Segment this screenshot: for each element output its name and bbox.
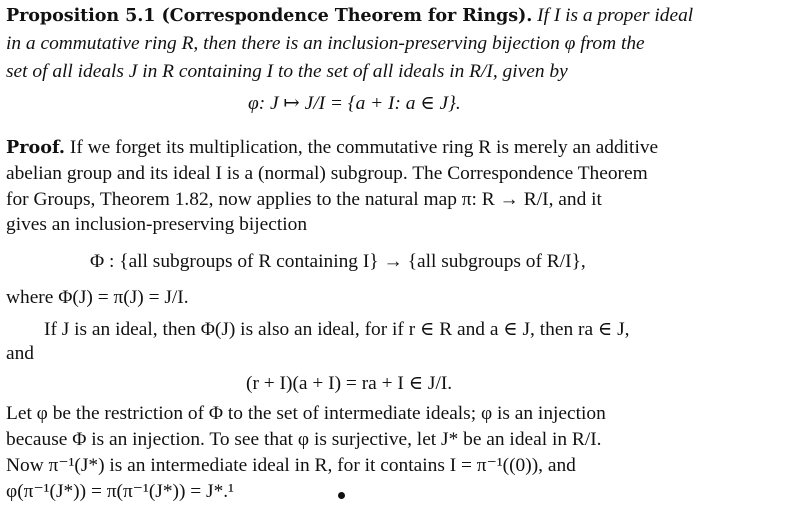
- proof-line-5: where Φ(J) = π(J) = J/I.: [6, 287, 189, 308]
- proof-text: If we forget its multiplication, the commutative ring R is merely an additive: [69, 137, 659, 158]
- proof-line-9: because Φ is an injection. To see that φ is surjective, let J* be an ideal in R/I.: [6, 429, 602, 450]
- proposition-text: If I is a proper ideal: [537, 5, 694, 26]
- proof-line-4: gives an inclusion-preserving bijection: [6, 214, 308, 235]
- proposition-line-1: [6, 4, 693, 28]
- proof-line-11: φ(π⁻¹(J*)) = π(π⁻¹(J*)) = J*.¹: [6, 481, 234, 502]
- proposition-heading: Proposition 5.1 (Correspondence Theorem for Rings).: [6, 5, 533, 26]
- proof-line-6: If J is an ideal, then Φ(J) is also an ideal, for if r ∈ R and a ∈ J, then ra ∈ J,: [44, 319, 630, 340]
- proof-line-3: for Groups, Theorem 1.82, now applies to the natural map π: R → R/I, and it: [6, 189, 602, 210]
- proof-line-2: abelian group and its ideal I is a (normal) subgroup. The Correspondence Theorem: [6, 163, 648, 184]
- proof-line-1: [6, 136, 658, 160]
- proof-line-7: and: [6, 343, 34, 364]
- proof-line-8: Let φ be the restriction of Φ to the set of intermediate ideals; φ is an injection: [6, 403, 606, 424]
- proof-display-equation-2: (r + I)(a + I) = ra + I ∈ J/I.: [246, 373, 453, 394]
- proof-line-10: Now π⁻¹(J*) is an intermediate ideal in R, for it contains I = π⁻¹((0)), and: [6, 455, 576, 476]
- proof-heading: Proof.: [6, 137, 66, 158]
- proposition-line-3: set of all ideals J in R containing I to the set of all ideals in R/I, given by: [6, 61, 568, 82]
- proof-display-equation-1: Φ : {all subgroups of R containing I} → {all subgroups of R/I},: [90, 251, 586, 272]
- proposition-display-equation: φ: J ↦ J/I = {a + I: a ∈ J}.: [248, 93, 461, 114]
- qed-bullet-icon: [338, 492, 345, 499]
- proposition-line-2: in a commutative ring R, then there is an inclusion-preserving bijection φ from the: [6, 33, 645, 54]
